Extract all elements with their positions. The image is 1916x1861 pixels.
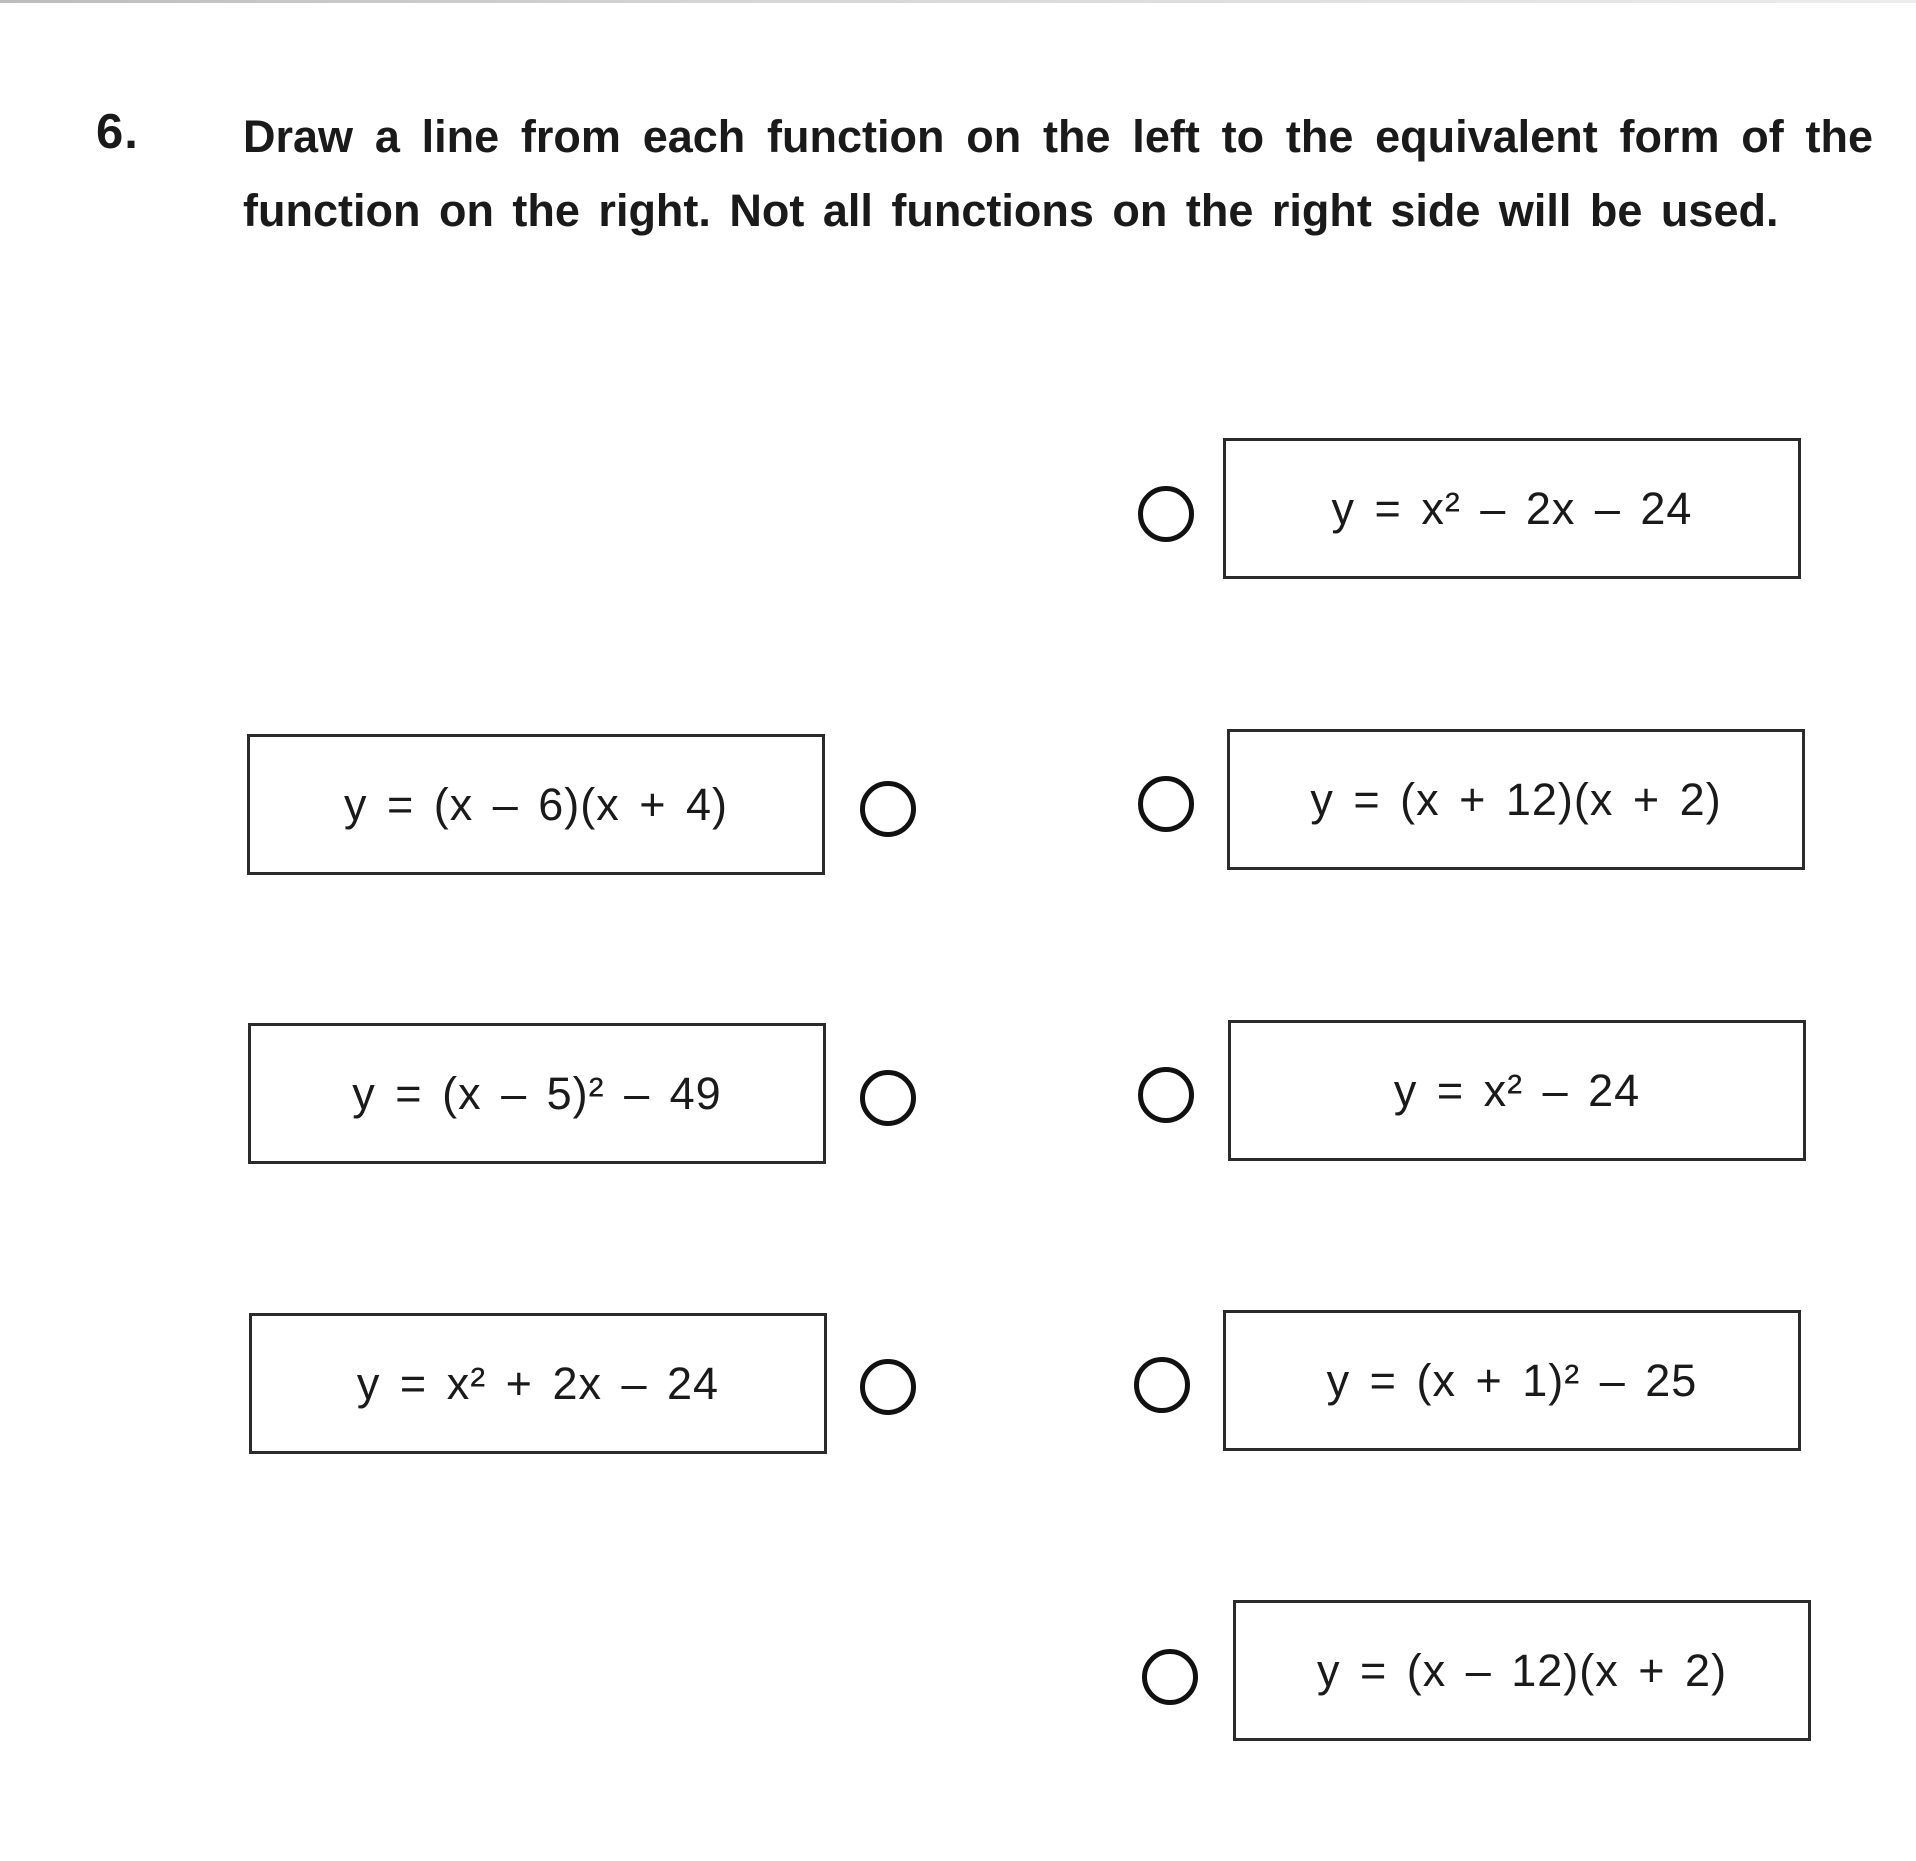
left-connector-circle-icon[interactable] — [860, 1359, 916, 1415]
right-connector-circle-icon[interactable] — [1138, 776, 1194, 832]
right-function-text: y = x² – 24 — [1393, 1064, 1641, 1116]
right-function-box — [1223, 1310, 1801, 1451]
left-connector-circle-icon[interactable] — [860, 1070, 916, 1126]
right-connector-circle-icon[interactable] — [1142, 1649, 1198, 1705]
left-function-box — [249, 1313, 827, 1454]
left-function-text: y = (x – 6)(x + 4) — [343, 778, 729, 830]
left-function-box — [247, 734, 825, 875]
left-connector-circle-icon[interactable] — [860, 781, 916, 837]
right-connector-circle-icon[interactable] — [1138, 486, 1194, 542]
scan-edge — [0, 0, 1916, 3]
right-function-text: y = x² – 2x – 24 — [1331, 482, 1693, 534]
right-function-box — [1227, 729, 1805, 870]
right-function-box — [1223, 438, 1801, 579]
right-function-text: y = (x + 12)(x + 2) — [1310, 773, 1722, 825]
right-function-box — [1228, 1020, 1806, 1161]
right-function-box — [1233, 1600, 1811, 1741]
left-function-text: y = x² + 2x – 24 — [356, 1357, 720, 1409]
right-function-text: y = (x + 1)² – 25 — [1326, 1354, 1698, 1406]
right-function-text: y = (x – 12)(x + 2) — [1316, 1644, 1728, 1696]
right-connector-circle-icon[interactable] — [1138, 1067, 1194, 1123]
left-function-box — [248, 1023, 826, 1164]
left-function-text: y = (x – 5)² – 49 — [352, 1067, 722, 1119]
right-connector-circle-icon[interactable] — [1134, 1357, 1190, 1413]
question-number: 6. — [96, 105, 139, 159]
question-prompt: Draw a line from each function on the left to the equivalent form of the function on the right. Not all functions on the right side will be used. — [243, 111, 1873, 236]
